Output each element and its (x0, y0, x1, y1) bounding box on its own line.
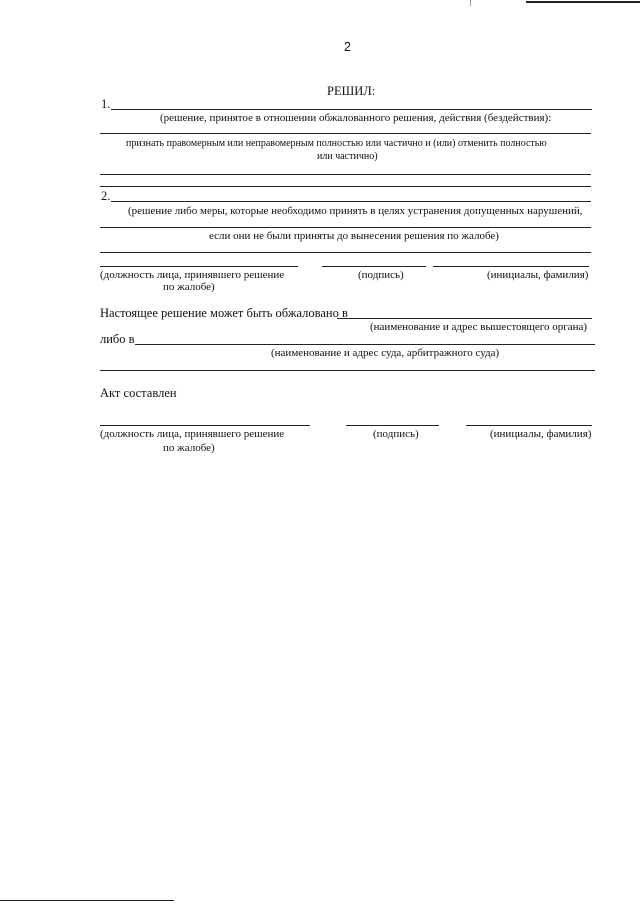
item1-caption-1: (решение, принятое в отношении обжалованного решения, действия (бездействия): (160, 112, 552, 124)
page-number: 2 (344, 40, 351, 54)
item1-caption-2b: или частично) (317, 151, 378, 162)
item2-caption-1: (решение либо меры, которые необходимо принять в целях устранения допущенных нарушений, (128, 205, 583, 217)
footnote-separator (0, 900, 174, 901)
item2-line-3 (100, 252, 591, 253)
item2-line-2 (100, 227, 591, 228)
sig2-name-line (466, 425, 592, 426)
scan-edge-mark (526, 1, 640, 3)
item1-line-2 (100, 133, 591, 134)
item1-line-3 (100, 174, 591, 175)
sig2-signature-caption: (подпись) (373, 428, 419, 440)
act-label: Акт составлен (100, 386, 177, 400)
sig1-position-line (100, 266, 298, 267)
sig2-position-caption: (должность лица, принявшего решение (100, 428, 285, 440)
sig1-name-line (433, 266, 589, 267)
sig2-position-line (100, 425, 310, 426)
page-title: РЕШИЛ: (327, 84, 376, 98)
scan-edge-tick (470, 0, 471, 6)
sig1-position-caption: (должность лица, принявшего решение (100, 269, 285, 281)
item1-number: 1. (101, 97, 111, 111)
item2-number: 2. (101, 189, 111, 203)
item2-line-top (100, 186, 591, 187)
sig1-position-caption-2: по жалобе) (163, 281, 215, 293)
item1-field-line (111, 109, 592, 110)
appeal-line-3 (100, 370, 595, 371)
item2-field-line (111, 201, 591, 202)
sig2-signature-line (346, 425, 439, 426)
appeal-court-line (135, 344, 595, 345)
sig1-signature-line (322, 266, 426, 267)
appeal-either: либо в (100, 332, 135, 346)
appeal-authority-caption: (наименование и адрес вышестоящего органа) (370, 321, 588, 333)
sig2-name-caption: (инициалы, фамилия) (490, 428, 592, 440)
appeal-court-caption: (наименование и адрес суда, арбитражного суда) (271, 347, 500, 359)
sig1-signature-caption: (подпись) (358, 269, 404, 281)
appeal-authority-line (337, 318, 592, 319)
appeal-text: Настоящее решение может быть обжаловано в (100, 306, 348, 320)
sig2-position-caption-2: по жалобе) (163, 442, 215, 454)
item1-caption-2a: признать правомерным или неправомерным полностью или частично и (или) отменить полностью (126, 138, 547, 149)
item2-caption-2: если они не были приняты до вынесения решения по жалобе) (209, 230, 499, 242)
sig1-name-caption: (инициалы, фамилия) (487, 269, 589, 281)
